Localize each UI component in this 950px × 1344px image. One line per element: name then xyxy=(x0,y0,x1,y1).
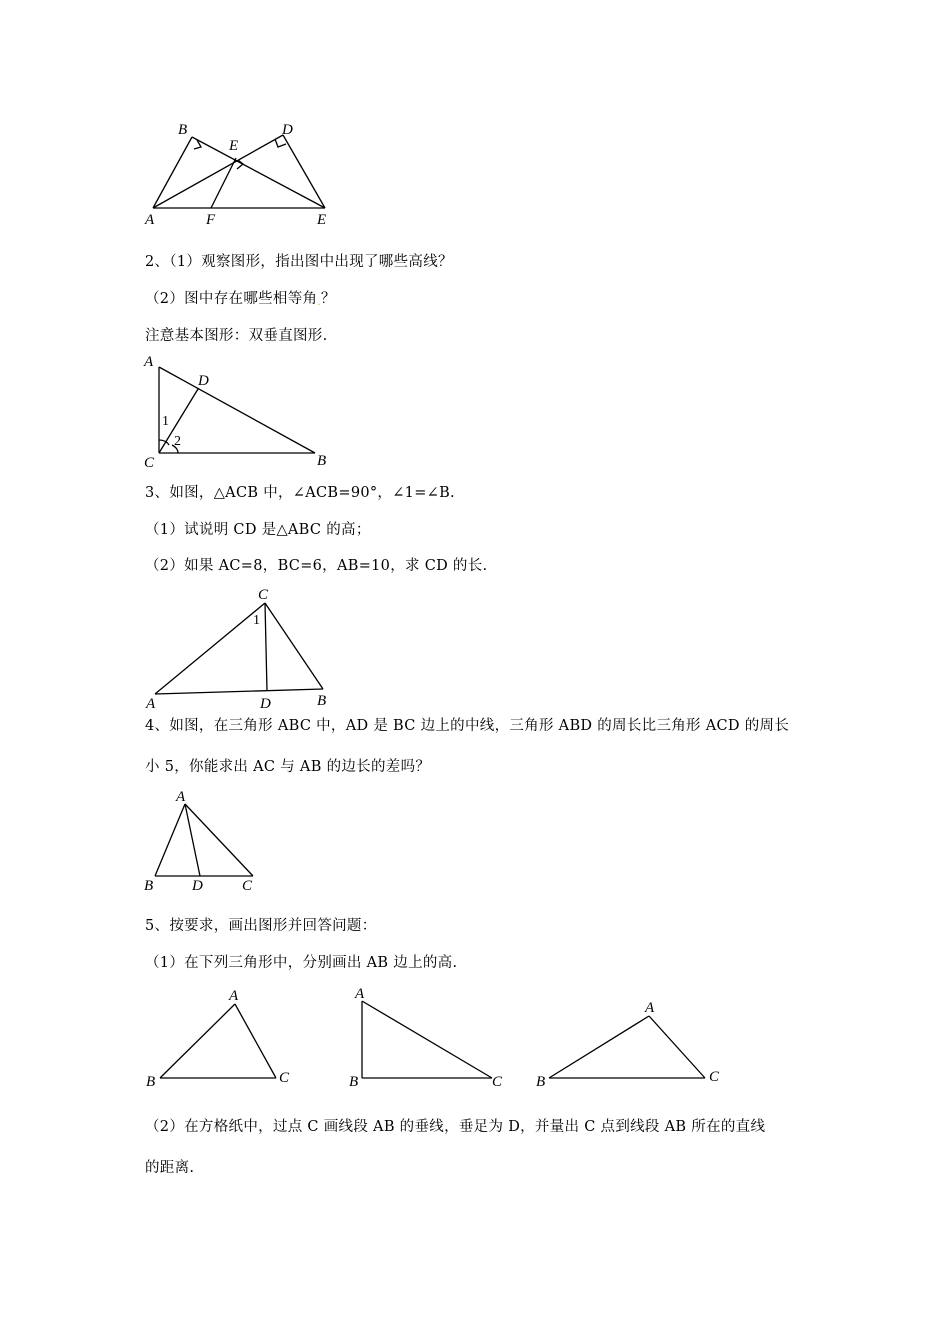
q5-line-4: 的距离. xyxy=(145,1160,195,1176)
q2-line-1: 2、（1）观察图形，指出图中出现了哪些高线？ xyxy=(145,254,453,270)
figure-4-median xyxy=(140,786,270,896)
label-e-bottom: E xyxy=(317,212,327,228)
label-d: D xyxy=(192,878,203,894)
label-e-top: E xyxy=(229,138,239,154)
q2-note: 注意基本图形：双垂直图形. xyxy=(145,328,328,344)
label-b: B xyxy=(317,693,327,709)
label-a: A xyxy=(145,212,155,228)
label-c: C xyxy=(279,1070,290,1086)
label-c: C xyxy=(258,587,269,603)
angle-label-1: 1 xyxy=(162,414,169,429)
label-b: B xyxy=(144,878,154,894)
figure-1-double-perpendicular xyxy=(140,118,340,233)
label-a: A xyxy=(645,1000,655,1016)
label-b: B xyxy=(536,1074,546,1090)
angle-label-1: 1 xyxy=(253,613,260,628)
label-a: A xyxy=(355,986,365,1002)
segment-ca xyxy=(155,603,265,694)
segment-ab xyxy=(155,804,185,876)
segment-ab xyxy=(160,1004,235,1078)
q3-line-2: （1）试说明 CD 是△ABC 的高； xyxy=(145,522,371,538)
segment-ad xyxy=(185,804,200,876)
figure-5-triangle-acute xyxy=(140,982,300,1092)
label-a: A xyxy=(176,789,186,805)
q4-line-2: 小 5，你能求出 AC 与 AB 的边长的差吗？ xyxy=(145,759,431,775)
highlight-dot: . xyxy=(317,297,321,308)
label-f: F xyxy=(206,212,216,228)
q5-line-2: （1）在下列三角形中，分别画出 AB 边上的高. xyxy=(145,955,458,971)
segment-fe xyxy=(211,158,236,208)
figure-5-triangle-right xyxy=(345,982,515,1092)
figure-5-triangle-obtuse xyxy=(532,982,732,1092)
q5-line-1: 5、按要求，画出图形并回答问题： xyxy=(145,918,377,934)
figure-2-right-triangle xyxy=(140,352,340,472)
segment-ab xyxy=(155,689,323,694)
segment-cd xyxy=(265,603,267,691)
label-b: B xyxy=(317,453,327,469)
label-b: B xyxy=(146,1074,156,1090)
segment-ac xyxy=(235,1004,276,1078)
q2-line-2 xyxy=(145,289,336,313)
label-c: C xyxy=(709,1069,720,1085)
q3-line-1: 3、如图，△ACB 中，∠ACB=90°，∠1=∠B. xyxy=(145,485,455,501)
right-angle-mark-d xyxy=(275,139,286,147)
label-d: D xyxy=(198,373,209,389)
label-a: A xyxy=(144,354,154,370)
label-b: B xyxy=(178,122,188,138)
label-b: B xyxy=(349,1074,359,1090)
label-a: A xyxy=(146,696,156,712)
segment-ac xyxy=(362,1001,492,1078)
label-c: C xyxy=(242,878,253,894)
label-c: C xyxy=(492,1074,503,1090)
segment-cb xyxy=(265,603,323,689)
label-d: D xyxy=(282,122,293,138)
figure-3-triangle xyxy=(140,584,350,714)
q2-line-2-end: ？ xyxy=(320,291,336,307)
label-a: A xyxy=(229,988,239,1004)
q2-line-2-text: （2）图中存在哪些相等角 xyxy=(145,291,318,307)
q5-line-3: （2）在方格纸中，过点 C 画线段 AB 的垂线，垂足为 D，并量出 C 点到线段 AB 所在的直线 xyxy=(145,1119,766,1135)
segment-ac xyxy=(649,1016,705,1078)
label-c: C xyxy=(144,455,155,471)
q3-line-3: （2）如果 AC=8，BC=6，AB=10，求 CD 的长. xyxy=(145,558,488,574)
segment-ab xyxy=(549,1016,649,1078)
angle-label-2: 2 xyxy=(174,434,181,449)
q4-line-1: 4、如图，在三角形 ABC 中，AD 是 BC 边上的中线，三角形 ABD 的周长比三角形 ACD 的周长 xyxy=(145,718,790,734)
segment-ab xyxy=(159,367,315,453)
label-d: D xyxy=(260,696,271,712)
segment-ac xyxy=(185,804,253,876)
